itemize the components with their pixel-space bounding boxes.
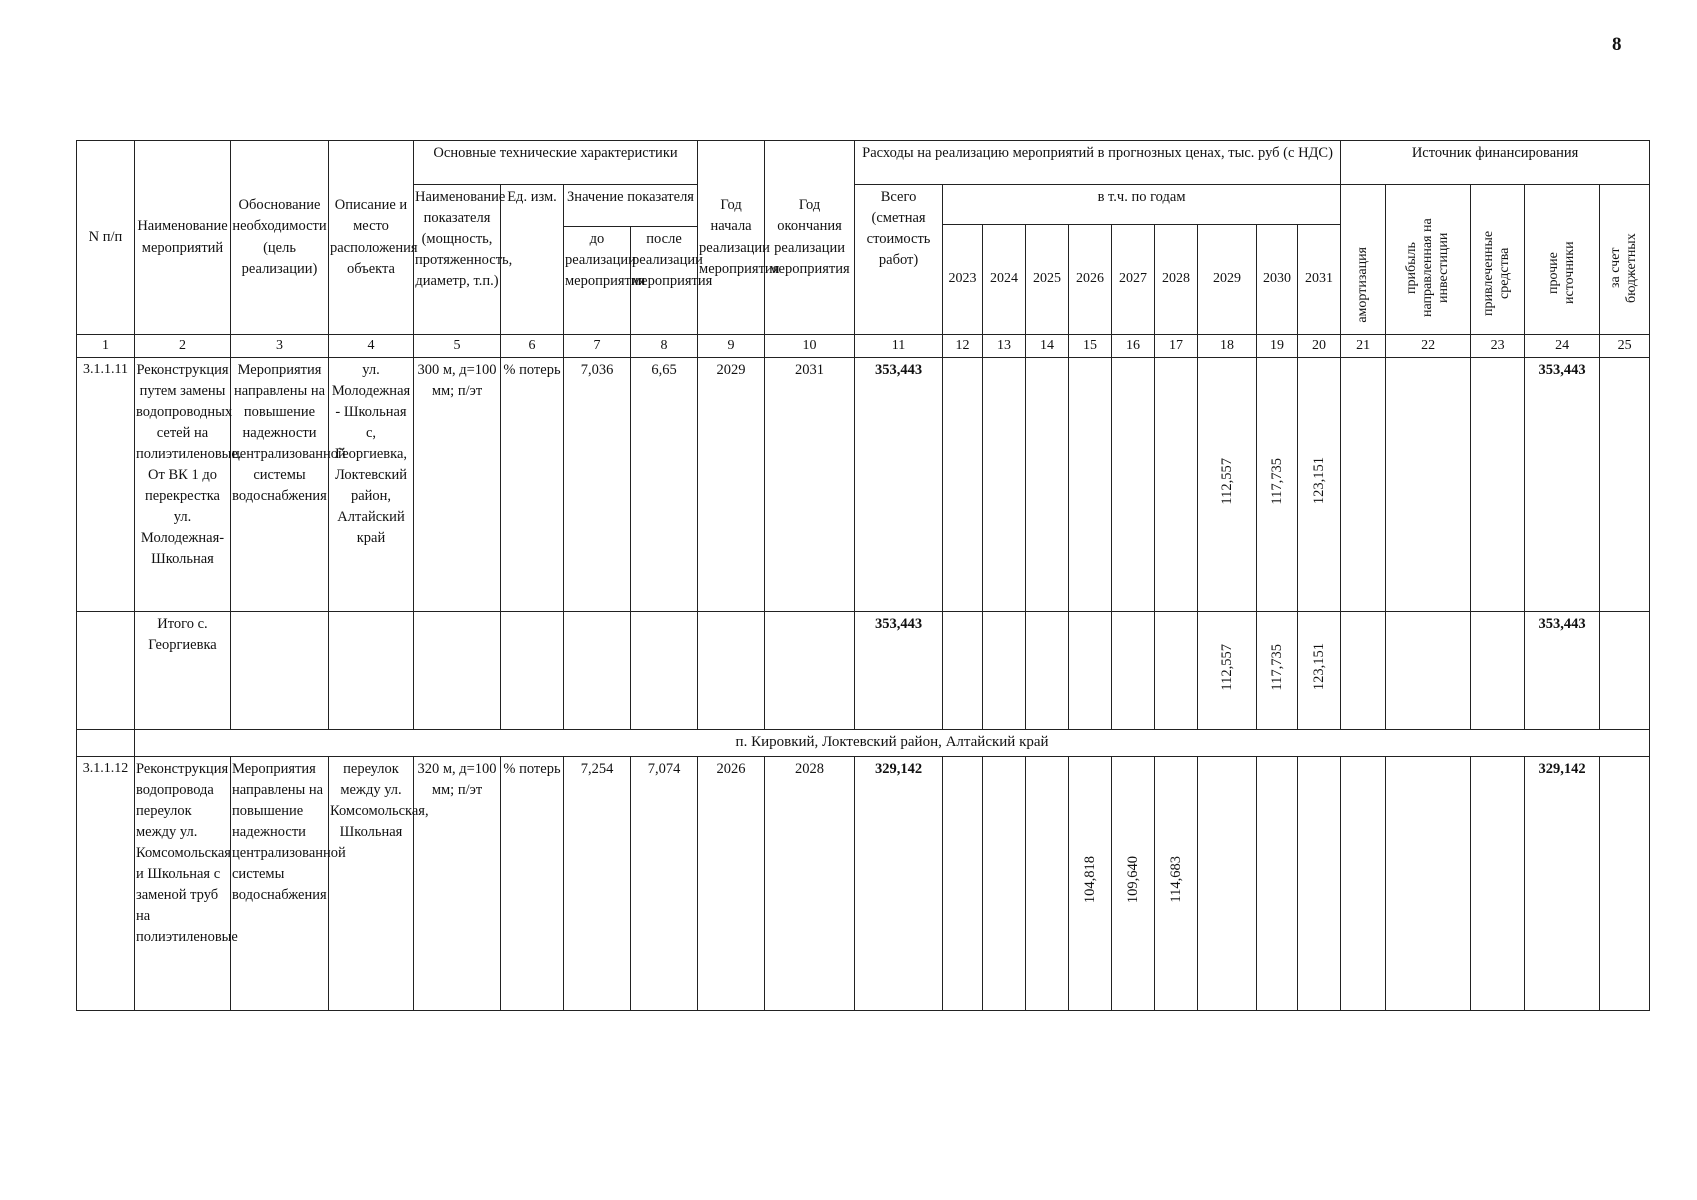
row-amortization	[1341, 358, 1386, 612]
col-num: 16	[1112, 335, 1155, 358]
row-unit: % потерь	[501, 756, 564, 1010]
header-after: после реализации мероприятия	[631, 227, 698, 335]
row-justification: Мероприятия направлены на повышение надежности централизованной системы водоснабжения	[231, 358, 329, 612]
row-description: переулок между ул. Комсомольская, Школьная	[329, 756, 414, 1010]
row-before: 7,036	[564, 358, 631, 612]
header-funding-profit: прибыль направленная на инвестиции	[1386, 185, 1471, 335]
row-other: 329,142	[1525, 756, 1600, 1010]
row-amortization	[1341, 612, 1386, 730]
row-total: 353,443	[855, 358, 943, 612]
row-y2027	[1112, 612, 1155, 730]
section-blank	[77, 730, 135, 757]
row-attracted	[1471, 612, 1525, 730]
row-y2024	[983, 358, 1026, 612]
subtotal-y2031: 123,151	[1298, 612, 1341, 730]
row-budget	[1600, 756, 1650, 1010]
col-num: 12	[943, 335, 983, 358]
col-num: 10	[765, 335, 855, 358]
row-y2026: 104,818	[1069, 756, 1112, 1010]
row-y2023	[943, 358, 983, 612]
investment-table	[76, 140, 1650, 1011]
row-id	[77, 612, 135, 730]
header-before: до реализации мероприятия	[564, 227, 631, 335]
row-profit	[1386, 358, 1471, 612]
table-row	[77, 756, 1650, 1010]
row-y2026	[1069, 612, 1112, 730]
subtotal-row	[77, 612, 1650, 730]
col-num: 22	[1386, 335, 1471, 358]
row-description	[329, 612, 414, 730]
header-total: Всего (сметная стоимость работ)	[855, 185, 943, 335]
row-year-end	[765, 612, 855, 730]
column-numbers-row	[77, 335, 1650, 358]
header-year-start: Год начала реализации мероприятия	[698, 141, 765, 335]
row-amortization	[1341, 756, 1386, 1010]
col-num: 5	[414, 335, 501, 358]
row-before: 7,254	[564, 756, 631, 1010]
page-number: 8	[1612, 34, 1622, 55]
col-num: 4	[329, 335, 414, 358]
col-num: 8	[631, 335, 698, 358]
subtotal-other: 353,443	[1525, 612, 1600, 730]
table-row	[77, 358, 1650, 612]
col-num: 9	[698, 335, 765, 358]
row-indicator	[414, 612, 501, 730]
col-num: 17	[1155, 335, 1198, 358]
row-attracted	[1471, 358, 1525, 612]
row-y2023	[943, 612, 983, 730]
header-year-2025: 2025	[1026, 225, 1069, 335]
header-year-2024: 2024	[983, 225, 1026, 335]
row-y2029: 112,557	[1198, 358, 1257, 612]
header-year-2027: 2027	[1112, 225, 1155, 335]
row-total: 329,142	[855, 756, 943, 1010]
subtotal-y2030: 117,735	[1257, 612, 1298, 730]
header-n-pp: N п/п	[77, 141, 135, 335]
col-num: 2	[135, 335, 231, 358]
header-unit: Ед. изм.	[501, 185, 564, 335]
row-after: 6,65	[631, 358, 698, 612]
header-year-2026: 2026	[1069, 225, 1112, 335]
row-id: 3.1.1.11	[77, 358, 135, 612]
row-profit	[1386, 612, 1471, 730]
row-indicator: 320 м, д=100 мм; п/эт	[414, 756, 501, 1010]
row-after	[631, 612, 698, 730]
col-num: 1	[77, 335, 135, 358]
header-costs-group: Расходы на реализацию мероприятий в прогнозных ценах, тыс. руб (с НДС)	[855, 141, 1341, 185]
row-y2027	[1112, 358, 1155, 612]
col-num: 25	[1600, 335, 1650, 358]
row-year-end: 2028	[765, 756, 855, 1010]
row-year-end: 2031	[765, 358, 855, 612]
section-title: п. Кировкий, Локтевский район, Алтайский край	[135, 730, 1650, 757]
col-num: 18	[1198, 335, 1257, 358]
col-num: 21	[1341, 335, 1386, 358]
header-indicator-name: Наименование показателя (мощность, протяженность, диаметр, т.п.)	[414, 185, 501, 335]
header-year-2028: 2028	[1155, 225, 1198, 335]
col-num: 11	[855, 335, 943, 358]
header-funding-attracted: привлеченные средства	[1471, 185, 1525, 335]
header-funding-amortization: амортизация	[1341, 185, 1386, 335]
row-other: 353,443	[1525, 358, 1600, 612]
header-year-end: Год окончания реализации мероприятия	[765, 141, 855, 335]
header-year-2023: 2023	[943, 225, 983, 335]
row-year-start: 2029	[698, 358, 765, 612]
row-indicator: 300 м, д=100 мм; п/эт	[414, 358, 501, 612]
header-value-group: Значение показателя	[564, 185, 698, 227]
col-num: 7	[564, 335, 631, 358]
row-y2030	[1257, 756, 1298, 1010]
row-y2029	[1198, 756, 1257, 1010]
row-justification	[231, 612, 329, 730]
header-tech-group: Основные технические характеристики	[414, 141, 698, 185]
row-id: 3.1.1.12	[77, 756, 135, 1010]
header-funding-other: прочие источники	[1525, 185, 1600, 335]
col-num: 14	[1026, 335, 1069, 358]
col-num: 13	[983, 335, 1026, 358]
row-y2028	[1155, 612, 1198, 730]
header-name: Наименование мероприятий	[135, 141, 231, 335]
row-budget	[1600, 358, 1650, 612]
row-y2030: 117,735	[1257, 358, 1298, 612]
col-num: 15	[1069, 335, 1112, 358]
row-name: Реконструкция путем замены водопроводных сетей на полиэтиленовые. От ВК 1 до перекрестка ул. Молодежная-Школьная	[135, 358, 231, 612]
subtotal-y2029: 112,557	[1198, 612, 1257, 730]
section-row	[77, 730, 1650, 757]
header-funding-group: Источник финансирования	[1341, 141, 1650, 185]
row-y2024	[983, 756, 1026, 1010]
row-y2027: 109,640	[1112, 756, 1155, 1010]
row-description: ул. Молодежная - Школьная с, Георгиевка, Локтевский район, Алтайский край	[329, 358, 414, 612]
row-before	[564, 612, 631, 730]
header-year-2031: 2031	[1298, 225, 1341, 335]
subtotal-total: 353,443	[855, 612, 943, 730]
col-num: 6	[501, 335, 564, 358]
row-unit	[501, 612, 564, 730]
subtotal-label: Итого с. Георгиевка	[135, 612, 231, 730]
row-y2025	[1026, 612, 1069, 730]
header-year-2029: 2029	[1198, 225, 1257, 335]
header-description: Описание и место расположения объекта	[329, 141, 414, 335]
col-num: 20	[1298, 335, 1341, 358]
row-year-start: 2026	[698, 756, 765, 1010]
row-unit: % потерь	[501, 358, 564, 612]
row-profit	[1386, 756, 1471, 1010]
col-num: 3	[231, 335, 329, 358]
header-year-2030: 2030	[1257, 225, 1298, 335]
col-num: 19	[1257, 335, 1298, 358]
row-y2025	[1026, 358, 1069, 612]
row-justification: Мероприятия направлены на повышение надежности централизованной системы водоснабжения	[231, 756, 329, 1010]
header-by-years: в т.ч. по годам	[943, 185, 1341, 225]
row-y2031: 123,151	[1298, 358, 1341, 612]
row-year-start	[698, 612, 765, 730]
col-num: 23	[1471, 335, 1525, 358]
row-y2028	[1155, 358, 1198, 612]
row-y2028: 114,683	[1155, 756, 1198, 1010]
row-after: 7,074	[631, 756, 698, 1010]
row-y2026	[1069, 358, 1112, 612]
row-budget	[1600, 612, 1650, 730]
row-y2025	[1026, 756, 1069, 1010]
header-funding-budget: за счет бюджетных	[1600, 185, 1650, 335]
row-name: Реконструкция водопровода переулок между ул. Комсомольская и Школьная с заменой труб на полиэтиленовые	[135, 756, 231, 1010]
col-num: 24	[1525, 335, 1600, 358]
header-justification: Обоснование необходимости (цель реализации)	[231, 141, 329, 335]
row-y2023	[943, 756, 983, 1010]
row-attracted	[1471, 756, 1525, 1010]
row-y2031	[1298, 756, 1341, 1010]
header-row-1	[77, 141, 1650, 185]
row-y2024	[983, 612, 1026, 730]
